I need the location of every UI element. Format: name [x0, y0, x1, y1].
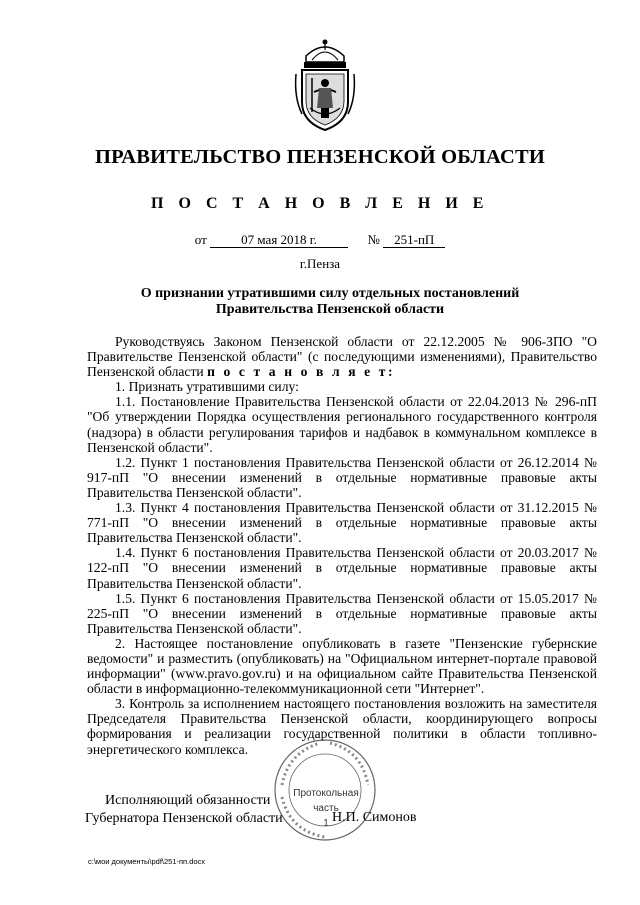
- coat-of-arms-emblem: [292, 38, 358, 132]
- preamble-text: Руководствуясь Законом Пензенской области от 22.12.2005 № 906-ЗПО "О Правительстве Пензенской области" (с последующими изменениями), Правительство Пензенской области: [87, 334, 597, 380]
- document-subject: [60, 286, 600, 318]
- item-1-3: 1.3. Пункт 4 постановления Правительства Пензенской области от 31.12.2015 № 771-пП "О внесении изменений в отдельные нормативные правовые акты Правительства Пензенской области".: [87, 500, 597, 546]
- document-meta-row: [0, 232, 640, 248]
- item-1-4: 1.4. Пункт 6 постановления Правительства Пензенской области от 20.03.2017 № 122-пП "О внесении изменений в отдельные нормативные правовые акты Правительства Пензенской области".: [87, 545, 597, 591]
- city-label: г.Пенза: [299, 256, 341, 271]
- subject-line-1: О признании утратившими силу отдельных постановлений: [140, 286, 520, 301]
- document-body: [87, 334, 597, 757]
- stamp-line-3: 1: [323, 818, 329, 829]
- item-2: 2. Настоящее постановление опубликовать в газете "Пензенские губернские ведомости" и разместить (опубликовать) на "Официальном интернет-портале правовой информации" (www.pravo.gov.ru) и на официальном сайте Правительства Пензенской области в информационно-телекоммуникационной сети "Интернет".: [87, 635, 597, 697]
- document-type-heading: П О С Т А Н О В Л Е Н И Е: [151, 195, 489, 212]
- preamble-paragraph: [87, 334, 597, 379]
- organization-title: ПРАВИТЕЛЬСТВО ПЕНЗЕНСКОЙ ОБЛАСТИ: [95, 146, 545, 168]
- document-number: 251-пП: [383, 233, 445, 248]
- date-prefix: от: [194, 232, 207, 247]
- item-1-5: 1.5. Пункт 6 постановления Правительства Пензенской области от 15.05.2017 № 225-пП "О внесении изменений в отдельные нормативные правовые акты Правительства Пензенской области".: [87, 590, 597, 636]
- item-1: 1. Признать утратившими силу:: [115, 379, 299, 395]
- subject-line-2: Правительства Пензенской области: [215, 302, 445, 317]
- preamble-keyword: п о с т а н о в л я е т:: [207, 364, 396, 380]
- signatory-name: Н.П. Симонов: [332, 810, 417, 825]
- item-3: 3. Контроль за исполнением настоящего постановления возложить на заместителя Председателя Правительства Пензенской области, координирующего вопросы формирования и реализации государственной политики в области топливно-энергетического комплекса.: [87, 696, 597, 757]
- document-date: 07 мая 2018 г.: [210, 233, 348, 248]
- item-1-1: 1.1. Постановление Правительства Пензенской области от 22.04.2013 № 296-пП "Об утверждении Порядка осуществления регионального государственного контроля (надзора) в области регулирования тарифов и надбавок в коммунальном комплексе в Пензенской области".: [87, 394, 597, 455]
- footer-file-path: c:\мои документы\pdf\251-пп.docx: [88, 857, 206, 866]
- number-prefix: №: [367, 232, 380, 247]
- signatory-position-line-1: Исполняющий обязанности: [105, 793, 271, 808]
- signatory-position-line-2: Губернатора Пензенской области: [85, 811, 283, 826]
- item-1-2: 1.2. Пункт 1 постановления Правительства Пензенской области от 26.12.2014 № 917-пП "О внесении изменений в отдельные нормативные правовые акты Правительства Пензенской области".: [87, 454, 597, 500]
- stamp-line-2: часть: [313, 803, 339, 814]
- signatory-position: [85, 792, 283, 828]
- stamp-line-1: Протокольная: [293, 788, 359, 799]
